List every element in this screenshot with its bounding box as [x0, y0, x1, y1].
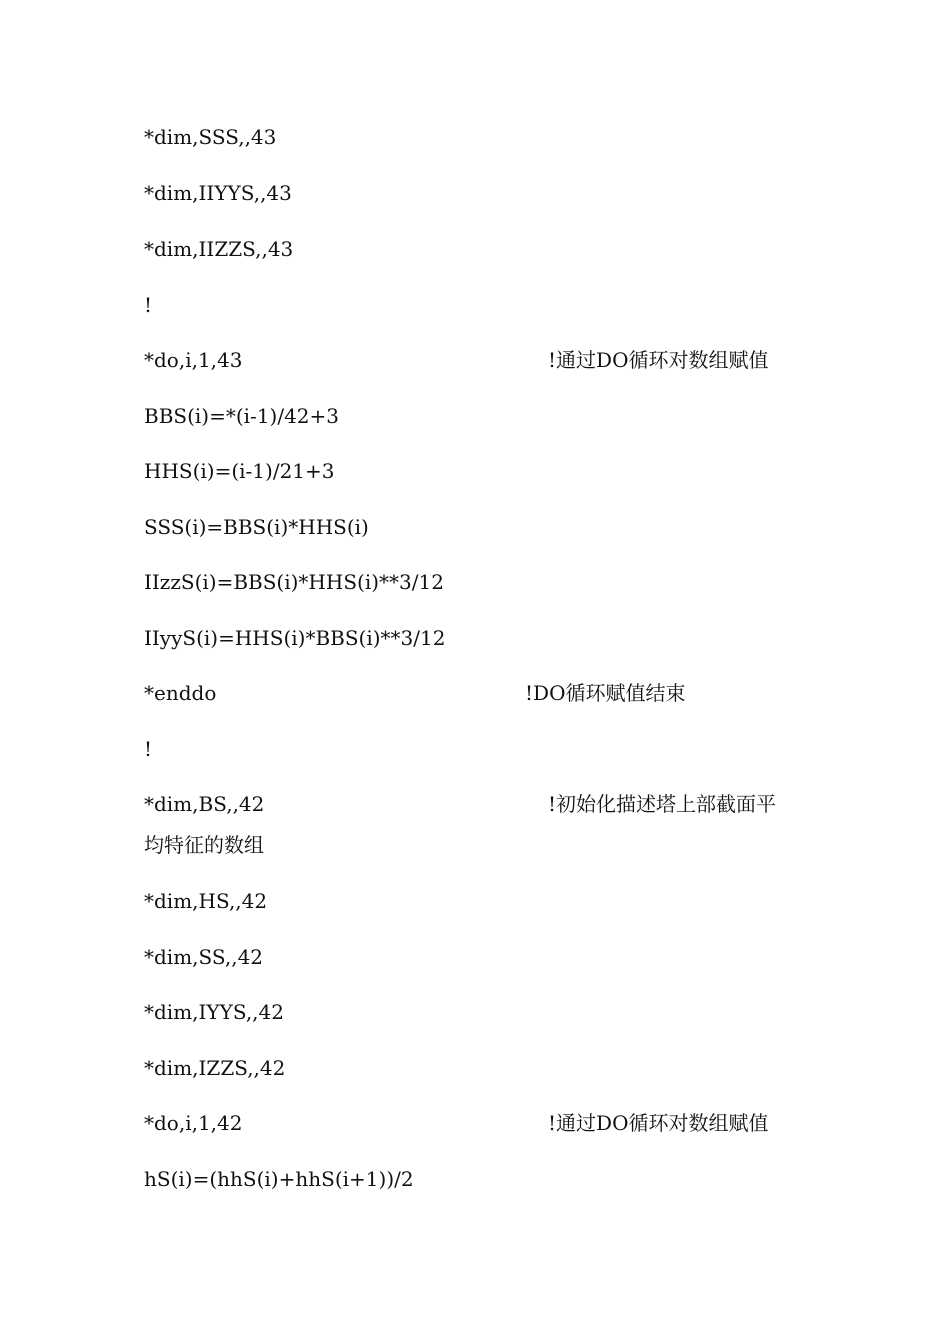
code-line: ! [144, 737, 153, 761]
comment-continuation: 均特征的数组 [144, 833, 264, 857]
code-line: *dim,IIYYS,,43 [144, 181, 292, 205]
code-line: BBS(i)=*(i-1)/42+3 [144, 404, 340, 428]
code-comment: !通过DO循环对数组赋值 [548, 348, 769, 372]
code-comment: !通过DO循环对数组赋值 [548, 1111, 769, 1135]
code-line: *dim,SSS,,43 [144, 125, 277, 149]
code-line: IIyyS(i)=HHS(i)*BBS(i)**3/12 [144, 626, 446, 650]
code-line: *dim,SS,,42 [144, 945, 264, 969]
code-comment: !DO循环赋值结束 [525, 681, 686, 705]
code-line: *dim,IZZS,,42 [144, 1056, 286, 1080]
code-line: hS(i)=(hhS(i)+hhS(i+1))/2 [144, 1167, 414, 1191]
code-line: HHS(i)=(i-1)/21+3 [144, 459, 335, 483]
code-line: *do,i,1,43 [144, 348, 243, 372]
code-line: *dim,BS,,42 [144, 792, 265, 816]
code-line: *enddo [144, 681, 217, 705]
code-line: IIzzS(i)=BBS(i)*HHS(i)**3/12 [144, 570, 444, 594]
code-line: *dim,IYYS,,42 [144, 1000, 284, 1024]
code-line: SSS(i)=BBS(i)*HHS(i) [144, 515, 369, 539]
code-line: ! [144, 293, 153, 317]
code-line: *dim,IIZZS,,43 [144, 237, 294, 261]
code-line: *do,i,1,42 [144, 1111, 243, 1135]
code-line: *dim,HS,,42 [144, 889, 268, 913]
code-comment: !初始化描述塔上部截面平 [548, 792, 777, 816]
